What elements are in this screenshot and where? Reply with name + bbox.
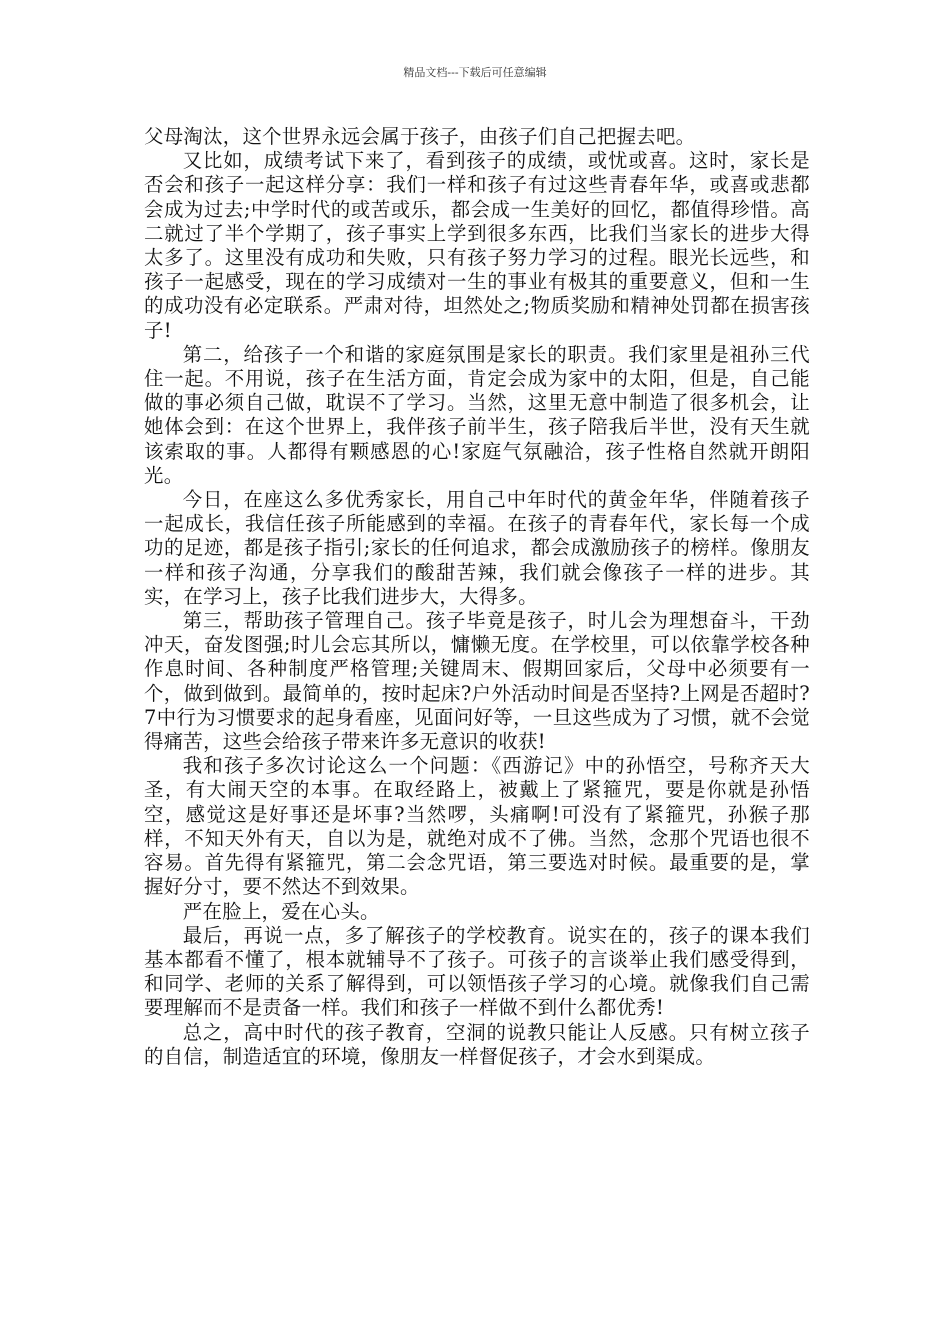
- paragraph-family-atmosphere: 第二，给孩子一个和谐的家庭氛围是家长的职责。我们家里是祖孙三代住一起。不用说，孩子在生活方面，肯定会成为家中的太阳，但是，自己能做的事必须自己做，耽误不了学习。当然，这里无意中制造了很多机会，让她体会到：在这个世界上，我伴孩子前半生，孩子陪我后半世，没有天生就该索取的事。人都得有颗感恩的心!家庭气氛融洽，孩子性格自然就开朗阳光。: [144, 342, 810, 487]
- paragraph-strict-love: 严在脸上，爱在心头。: [182, 899, 380, 923]
- paragraph-journey-west: 我和孩子多次讨论这么一个问题：《西游记》中的孙悟空，号称齐天大圣，有大闹天空的本事。在取经路上，被戴上了紧箍咒，要是你就是孙悟空，感觉这是好事还是坏事?当然啰，头痛啊!可没有了紧箍咒，孙猴子那样，不知天外有天，自以为是，就绝对成不了佛。当然，念那个咒语也很不容易。首先得有紧箍咒，第二会念咒语，第三要选对时候。最重要的是，掌握好分寸，要不然达不到效果。: [144, 754, 810, 899]
- paragraph-exam-results: 又比如，成绩考试下来了，看到孩子的成绩，或忧或喜。这时，家长是否会和孩子一起这样分享：我们一样和孩子有过这些青春年华，或喜或悲都会成为过去;中学时代的或苦或乐，都会成一生美好的回忆，都值得珍惜。高二就过了半个学期了，孩子事实上学到很多东西，比我们当家长的进步大得太多了。这里没有成功和失败，只有孩子努力学习的过程。眼光长远些，和孩子一起感受，现在的学习成绩对一生的事业有极其的重要意义，但和一生的成功没有必定联系。严肃对待，坦然处之;物质奖励和精神处罚都在损害孩子!: [144, 149, 810, 342]
- page-header: 精品文档---下载后可任意编辑: [403, 66, 547, 79]
- paragraph-self-management: 第三，帮助孩子管理自己。孩子毕竟是孩子，时儿会为理想奋斗，干劲冲天，奋发图强;时儿会忘其所以，慵懒无度。在学校里，可以依靠学校各种作息时间、各种制度严格管理;关键周末、假期回家后，父母中必须要有一个，做到做到。最简单的，按时起床?户外活动时间是否坚持?上网是否超时?7中行为习惯要求的起身看座，见面问好等，一旦这些成为了习惯，就不会觉得痛苦，这些会给孩子带来许多无意识的收获!: [144, 609, 810, 754]
- paragraph-continuation: 父母淘汰，这个世界永远会属于孩子，由孩子们自己把握去吧。: [144, 125, 696, 148]
- paragraph-school-education: 最后，再说一点，多了解孩子的学校教育。说实在的，孩子的课本我们基本都看不懂了，根本就辅导不了孩子。可孩子的言谈举止我们感受得到，和同学、老师的关系了解得到，可以领悟孩子学习的心境。就像我们自己需要理解而不是责备一样。我们和孩子一样做不到什么都优秀!: [144, 923, 810, 1020]
- paragraph-parents-growth: 今日，在座这么多优秀家长，用自己中年时代的黄金年华，伴随着孩子一起成长，我信任孩子所能感到的幸福。在孩子的青春年代，家长每一个成功的足迹，都是孩子指引;家长的任何追求，都会成激励孩子的榜样。像朋友一样和孩子沟通，分享我们的酸甜苦辣，我们就会像孩子一样的进步。其实，在学习上，孩子比我们进步大，大得多。: [144, 488, 810, 608]
- paragraph-conclusion: 总之，高中时代的孩子教育，空洞的说教只能让人反感。只有树立孩子的自信，制造适宜的环境，像朋友一样督促孩子，才会水到渠成。: [144, 1020, 810, 1068]
- document-body: [144, 125, 810, 1069]
